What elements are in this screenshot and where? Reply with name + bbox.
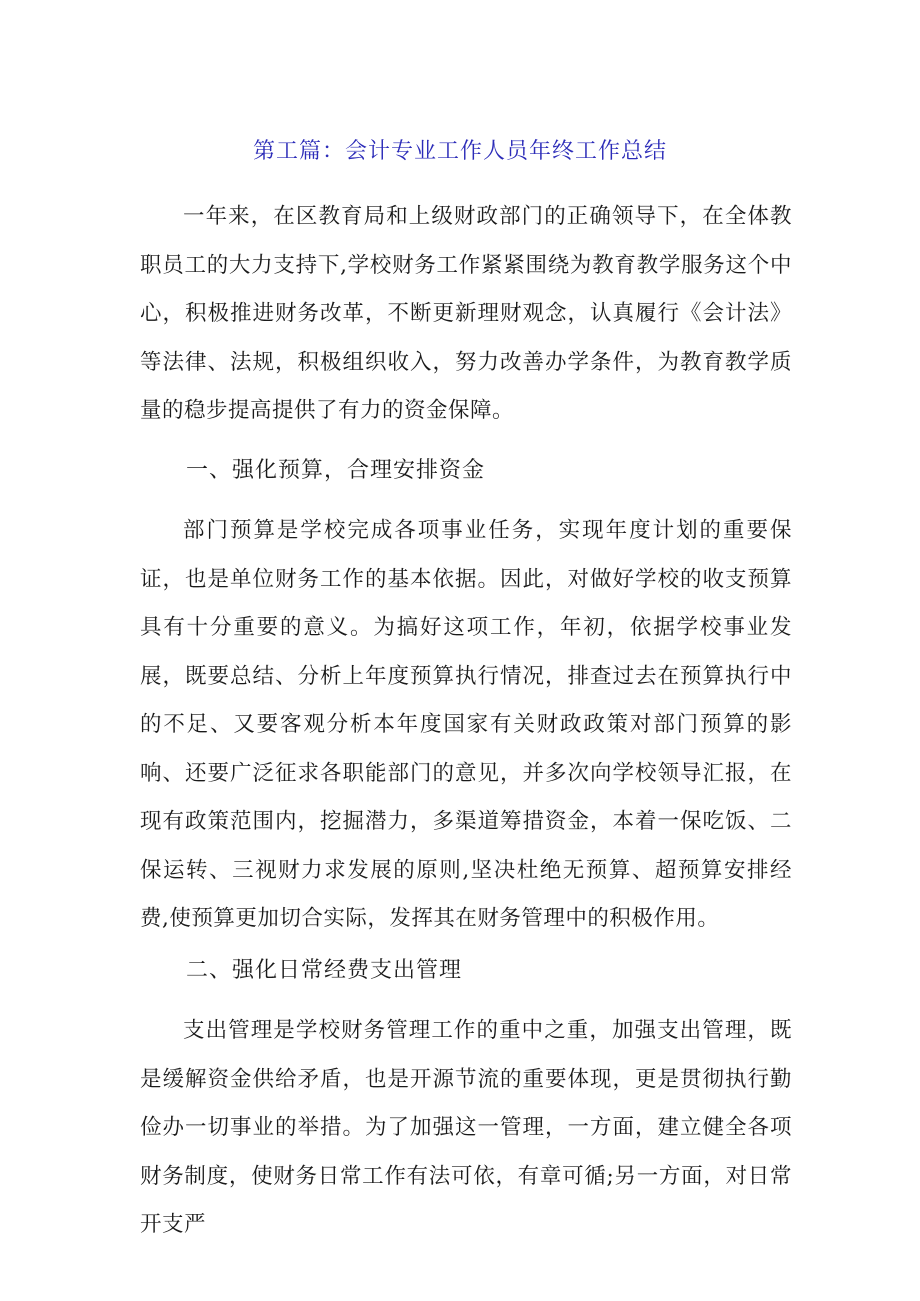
section-2-heading: 二、强化日常经费支出管理 (186, 958, 463, 983)
section-1-heading: 一、强化预算，合理安排资金 (186, 458, 486, 483)
section-1-paragraph: 部门预算是学校完成各项事业任务，实现年度计划的重要保证，也是单位财务工作的基本依据。因此，对做好学校的收支预算具有十分重要的意义。为搞好这项工作，年初，依据学校事业发展，既要总结、分析上年度预算执行情况，排查过去在预算执行中的不足、又要客观分析本年度国家有关财政政策对部门预算的影响、还要广泛征求各职能部门的意见，并多次向学校领导汇报，在现有政策范围内，挖掘潜力，多渠道筹措资金，本着一保吃饭、二保运转、三视财力求发展的原则,坚决杜绝无预算、超预算安排经费,使预算更加切合实际，发挥其在财务管理中的积极作用。 (140, 518, 792, 931)
document-title: 第工篇：会计专业工作人员年终工作总结 (252, 139, 667, 164)
intro-paragraph: 一年来，在区教育局和上级财政部门的正确领导下，在全体教职员工的大力支持下,学校财务工作紧紧围绕为教育教学服务这个中心，积极推进财务改革，不断更新理财观念，认真履行《会计法》等法律、法规，积极组织收入，努力改善办学条件，为教育教学质量的稳步提高提供了有力的资金保障。 (140, 204, 792, 423)
section-2-paragraph: 支出管理是学校财务管理工作的重中之重，加强支出管理，既是缓解资金供给矛盾，也是开源节流的重要体现，更是贯彻执行勤俭办一切事业的举措。为了加强这一管理，一方面，建立健全各项财务制度，使财务日常工作有法可依，有章可循;另一方面，对日常开支严 (140, 1018, 792, 1237)
